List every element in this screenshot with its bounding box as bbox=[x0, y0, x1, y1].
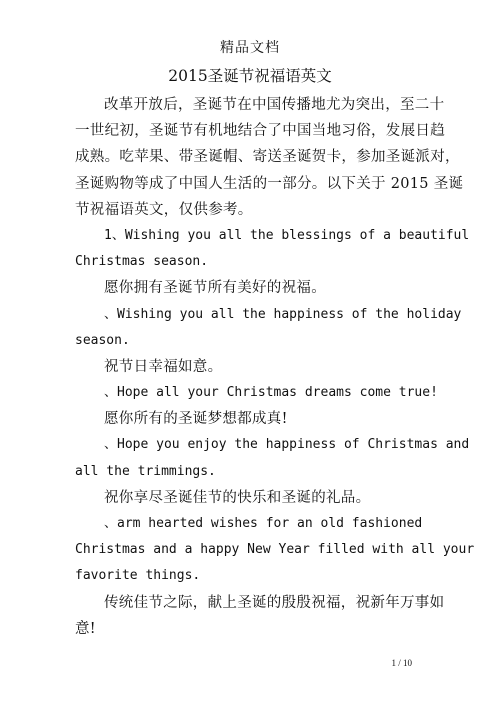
body-line: season. bbox=[75, 332, 130, 348]
body-line: 祝你享尽圣诞佳节的快乐和圣诞的礼品。 bbox=[104, 489, 371, 506]
body-line: all the trimmings. bbox=[75, 463, 216, 479]
body-line: Christmas season. bbox=[75, 254, 209, 270]
body-line: 改革开放后，圣诞节在中国传播地尤为突出，至二十 bbox=[104, 97, 445, 113]
body-line: 传统佳节之际，献上圣诞的殷殷祝福，祝新年万事如 bbox=[104, 594, 445, 611]
body-line: 、Hope all your Christmas dreams come true! bbox=[104, 385, 438, 401]
body-line: 、Hope you enjoy the happiness of Christmas and bbox=[104, 437, 470, 453]
body-line: 、Wishing you all the happiness of the holiday bbox=[104, 306, 462, 322]
body-line: 意! bbox=[75, 620, 96, 637]
body-line: 圣诞购物等成了中国人生活的一部分。以下关于 2015 圣诞 bbox=[75, 175, 464, 192]
document-body bbox=[75, 92, 475, 642]
page-number: 1 / 10 bbox=[391, 658, 412, 668]
body-line: 1、Wishing you all the blessings of a beautiful bbox=[104, 227, 470, 243]
page-header: 精品文档 bbox=[220, 40, 280, 56]
body-line: 节祝福语英文，仅供参考。 bbox=[75, 201, 253, 218]
body-line: 祝节日幸福如意。 bbox=[104, 358, 223, 375]
body-line: Christmas and a happy New Year filled with all your bbox=[75, 542, 475, 558]
body-line: 愿你拥有圣诞节所有美好的祝福。 bbox=[104, 280, 326, 297]
body-line: 愿你所有的圣诞梦想都成真! bbox=[104, 411, 288, 428]
document-title: 2015圣诞节祝福语英文 bbox=[168, 67, 332, 85]
body-line: 一世纪初，圣诞节有机地结合了中国当地习俗，发展日趋 bbox=[75, 123, 445, 140]
body-line: favorite things. bbox=[75, 568, 201, 584]
body-line: 成熟。吃苹果、带圣诞帽、寄送圣诞贺卡，参加圣诞派对， bbox=[75, 149, 460, 166]
body-line: 、arm hearted wishes for an old fashioned bbox=[104, 516, 423, 531]
